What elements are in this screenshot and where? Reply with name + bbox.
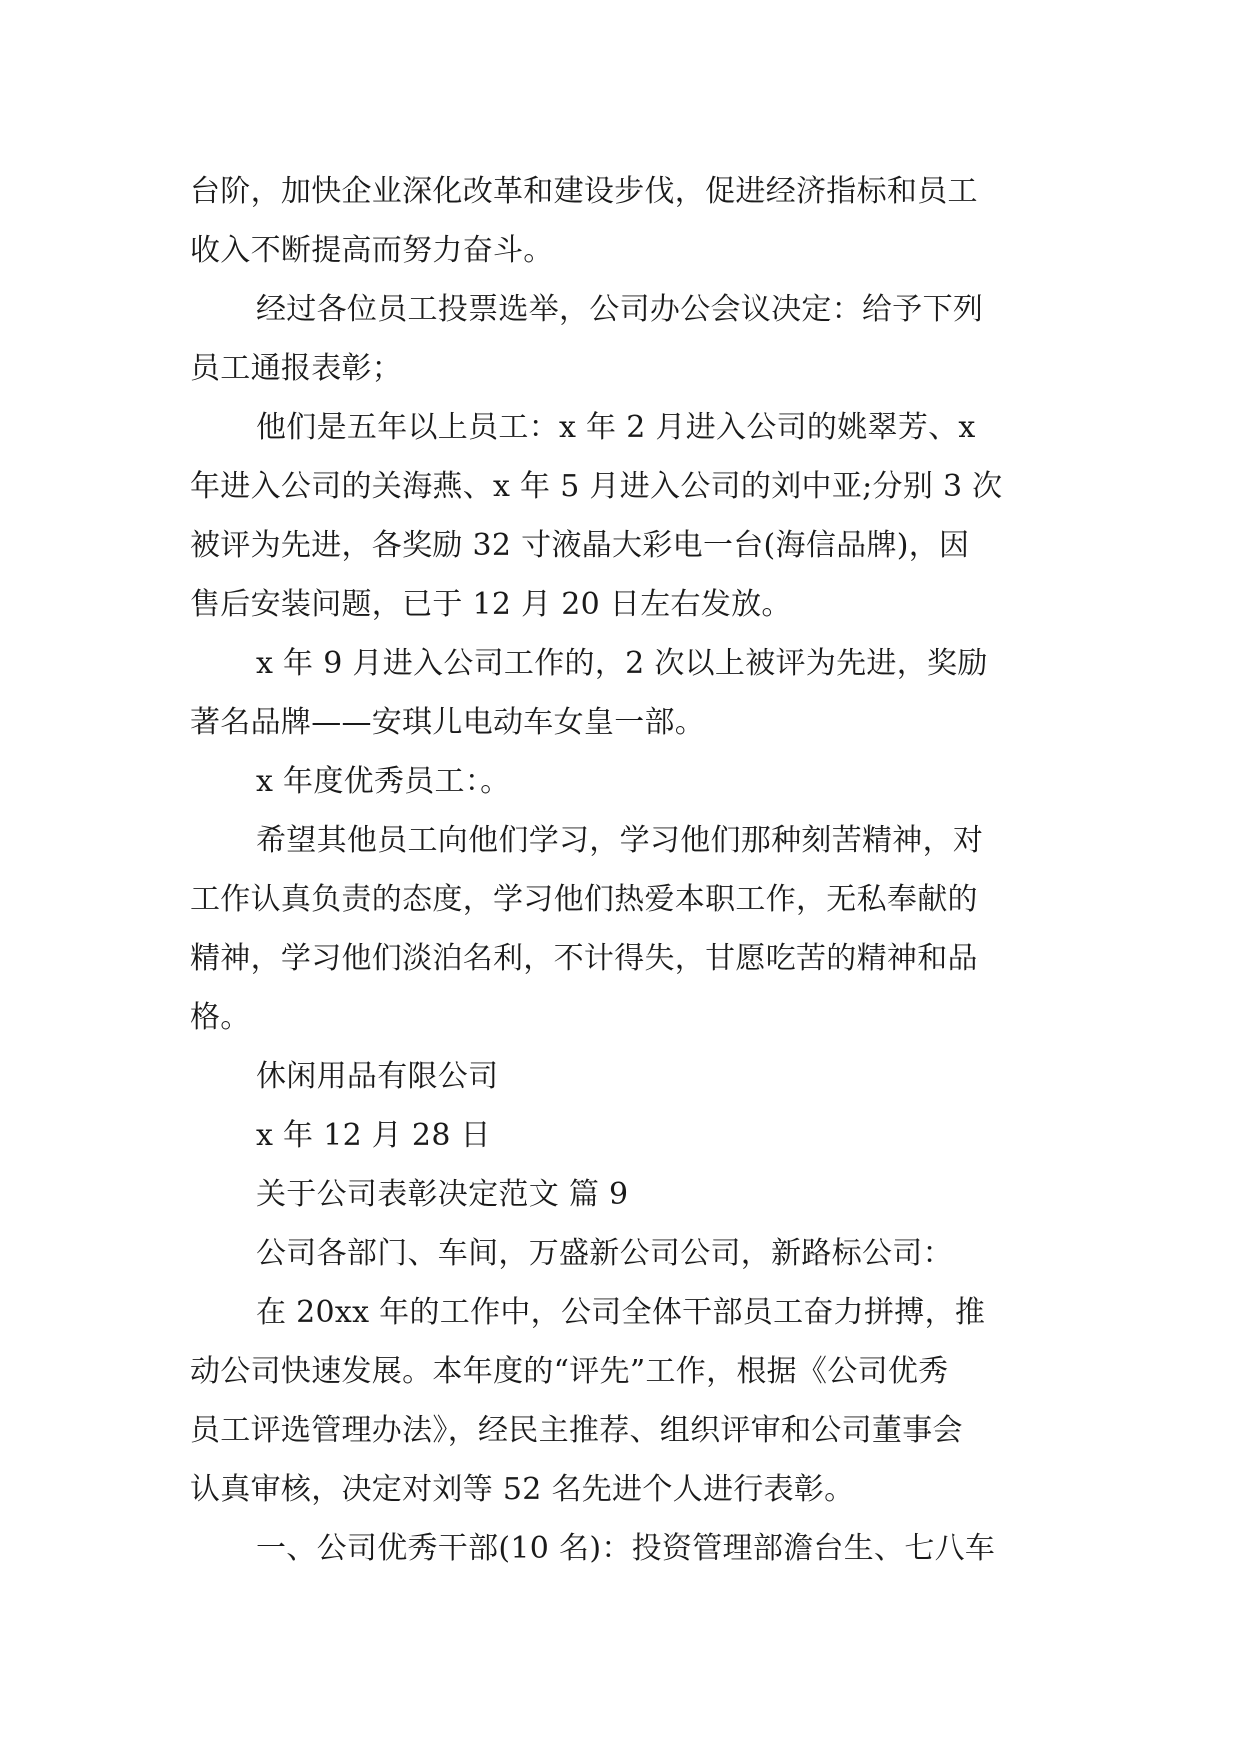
text-line: 工作认真负责的态度，学习他们热爱本职工作，无私奉献的 [190,882,978,917]
text-line: 著名品牌——安琪儿电动车女皇一部。 [190,705,706,740]
signature-date: x 年 12 月 28 日 [256,1118,491,1153]
text-line: 台阶，加快企业深化改革和建设步伐，促进经济指标和员工 [190,174,978,209]
text-line: 员工通报表彰； [190,351,403,386]
text-line: 售后安装问题，已于 12 月 20 日左右发放。 [190,587,792,622]
text-line: 精神，学习他们淡泊名利，不计得失，甘愿吃苦的精神和品 [190,941,978,976]
text-line: 他们是五年以上员工：x 年 2 月进入公司的姚翠芳、x [256,410,976,445]
text-line: 经过各位员工投票选举，公司办公会议决定：给予下列 [256,292,984,327]
section-title: 关于公司表彰决定范文 篇 9 [256,1177,629,1212]
text-line: 格。 [190,1000,251,1035]
signature-company: 休闲用品有限公司 [256,1059,499,1094]
text-line: 收入不断提高而努力奋斗。 [190,233,554,268]
salutation: 公司各部门、车间，万盛新公司公司，新路标公司： [256,1236,953,1271]
text-line: 年进入公司的关海燕、x 年 5 月进入公司的刘中亚;分别 3 次 [190,469,1003,504]
text-line: 在 20xx 年的工作中，公司全体干部员工奋力拼搏，推 [256,1295,986,1330]
text-line: x 年度优秀员工：。 [256,764,511,799]
text-line: 动公司快速发展。本年度的“评先”工作，根据《公司优秀 [190,1354,949,1389]
text-line: 认真审核，决定对刘等 52 名先进个人进行表彰。 [190,1472,855,1507]
document-body [190,162,1050,1578]
text-line: 希望其他员工向他们学习，学习他们那种刻苦精神，对 [256,823,984,858]
text-line: 一、公司优秀干部(10 名)：投资管理部澹台生、七八车 [256,1531,996,1566]
text-line: 员工评选管理办法》，经民主推荐、组织评审和公司董事会 [190,1413,963,1448]
text-line: 被评为先进，各奖励 32 寸液晶大彩电一台(海信品牌)，因 [190,528,970,563]
text-line: x 年 9 月进入公司工作的，2 次以上被评为先进，奖励 [256,646,988,681]
